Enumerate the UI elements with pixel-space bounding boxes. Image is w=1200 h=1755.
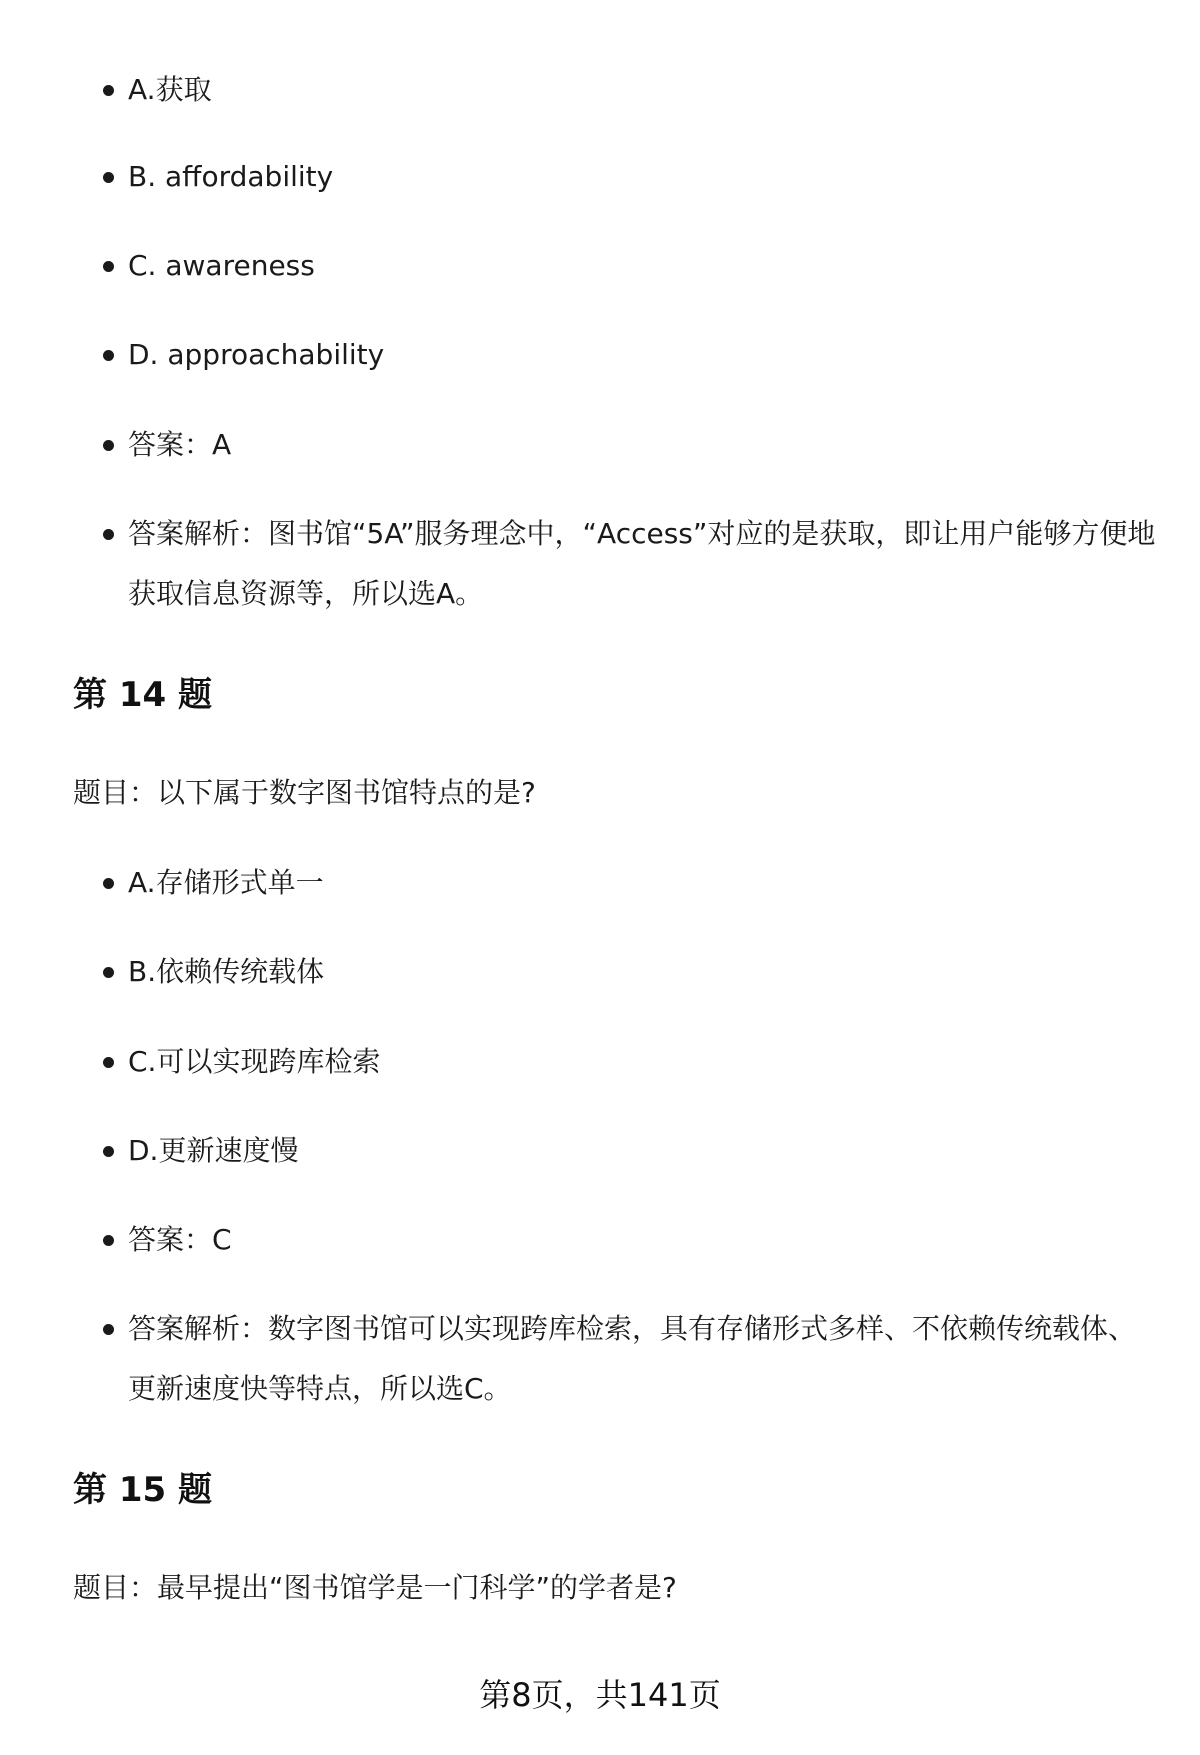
q14-option-a: [128, 853, 1158, 913]
q13-answer: [128, 415, 1158, 475]
q13-option-b: [128, 147, 1158, 207]
bullet-icon: [103, 1324, 114, 1335]
answer-text: 答案：A: [128, 428, 232, 461]
q14-question: 题目：以下属于数字图书馆特点的是?: [73, 776, 536, 809]
bullet-icon: [103, 878, 114, 889]
q14-option-b: [128, 942, 1158, 1002]
bullet-icon: [103, 85, 114, 96]
bullet-icon: [103, 1146, 114, 1157]
q13-option-c: [128, 236, 1158, 296]
option-text: C.可以实现跨库检索: [128, 1045, 381, 1078]
bullet-icon: [103, 529, 114, 540]
bullet-icon: [103, 967, 114, 978]
q15-heading: 第 15 题: [73, 1470, 212, 1510]
q13-option-a: [128, 60, 1158, 120]
bullet-icon: [103, 440, 114, 451]
q14-option-d: [128, 1121, 1158, 1181]
q15-question: 题目：最早提出“图书馆学是一门科学”的学者是?: [73, 1571, 677, 1604]
analysis-text: 答案解析：数字图书馆可以实现跨库检索，具有存储形式多样、不依赖传统载体、更新速度快等特点，所以选C。: [128, 1312, 1137, 1405]
bullet-icon: [103, 1235, 114, 1246]
option-text: D.更新速度慢: [128, 1134, 299, 1167]
q14-answer: [128, 1210, 1158, 1270]
option-text: C. awareness: [128, 249, 315, 282]
option-text: A.获取: [128, 73, 212, 106]
q14-heading: 第 14 题: [73, 675, 212, 715]
option-text: A.存储形式单一: [128, 866, 324, 899]
option-text: D. approachability: [128, 338, 385, 371]
answer-text: 答案：C: [128, 1223, 232, 1256]
q13-option-d: [128, 325, 1158, 385]
bullet-icon: [103, 261, 114, 272]
option-text: B.依赖传统载体: [128, 955, 325, 988]
bullet-icon: [103, 172, 114, 183]
page-number: 第8页，共141页: [479, 1676, 721, 1714]
q14-option-c: [128, 1032, 1158, 1092]
q14-analysis: [128, 1299, 1158, 1419]
analysis-text: 答案解析：图书馆“5A”服务理念中，“Access”对应的是获取，即让用户能够方便地获取信息资源等，所以选A。: [128, 517, 1156, 610]
bullet-icon: [103, 1057, 114, 1068]
q13-analysis: [128, 504, 1158, 624]
bullet-icon: [103, 350, 114, 361]
option-text: B. affordability: [128, 160, 334, 193]
